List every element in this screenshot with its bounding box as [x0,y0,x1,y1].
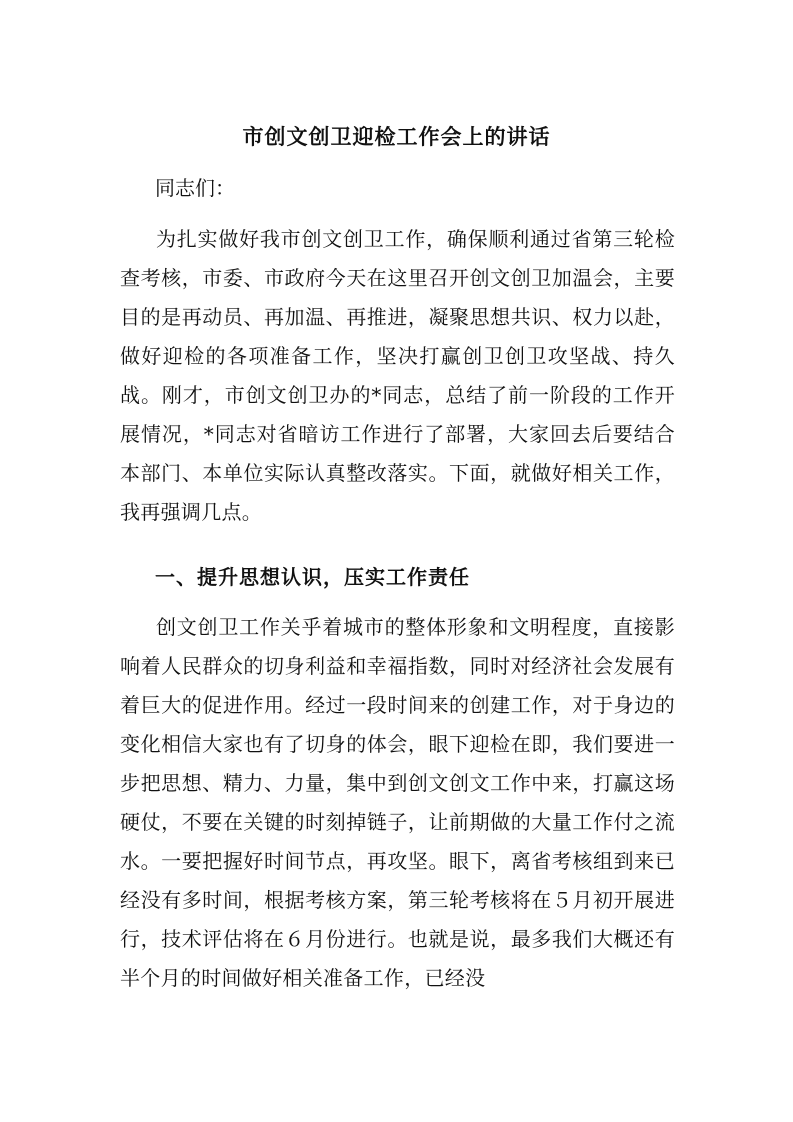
document-title: 市创文创卫迎检工作会上的讲话 [242,125,551,149]
section-1-paragraph: 创文创卫工作关乎着城市的整体形象和文明程度，直接影响着人民群众的切身利益和幸福指数，同时对经济社会发展有着巨大的促进作用。经过一段时间来的创建工作，对于身边的变化相信大家也有了切身的体会，眼下迎检在即，我们要进一步把思想、精力、力量，集中到创文创文工作中来，打赢这场硬仗，不要在关键的时刻掉链子，让前期做的大量工作付之流水。一要把握好时间节点，再攻坚。眼下，离省考核组到来已经没有多时间，根据考核方案，第三轮考核将在５月初开展进行，技术评估将在６月份进行。也就是说，最多我们大概还有半个月的时间做好相关准备工作，已经没 [120,615,675,990]
intro-paragraph: 为扎实做好我市创文创卫工作，确保顺利通过省第三轮检查考核，市委、市政府今天在这里召开创文创卫加温会，主要目的是再动员、再加温、再推进，凝聚思想共识、权力以赴，做好迎检的各项准备工作，坚决打赢创卫创卫攻坚战、持久战。刚才，市创文创卫办的*同志，总结了前一阶段的工作开展情况，*同志对省暗访工作进行了部署，大家回去后要结合本部门、本单位实际认真整改落实。下面，就做好相关工作，我再强调几点。 [120,227,675,524]
section-heading-1: 一、提升思想认识，压实工作责任 [155,565,470,589]
salutation: 同志们： [155,176,235,200]
